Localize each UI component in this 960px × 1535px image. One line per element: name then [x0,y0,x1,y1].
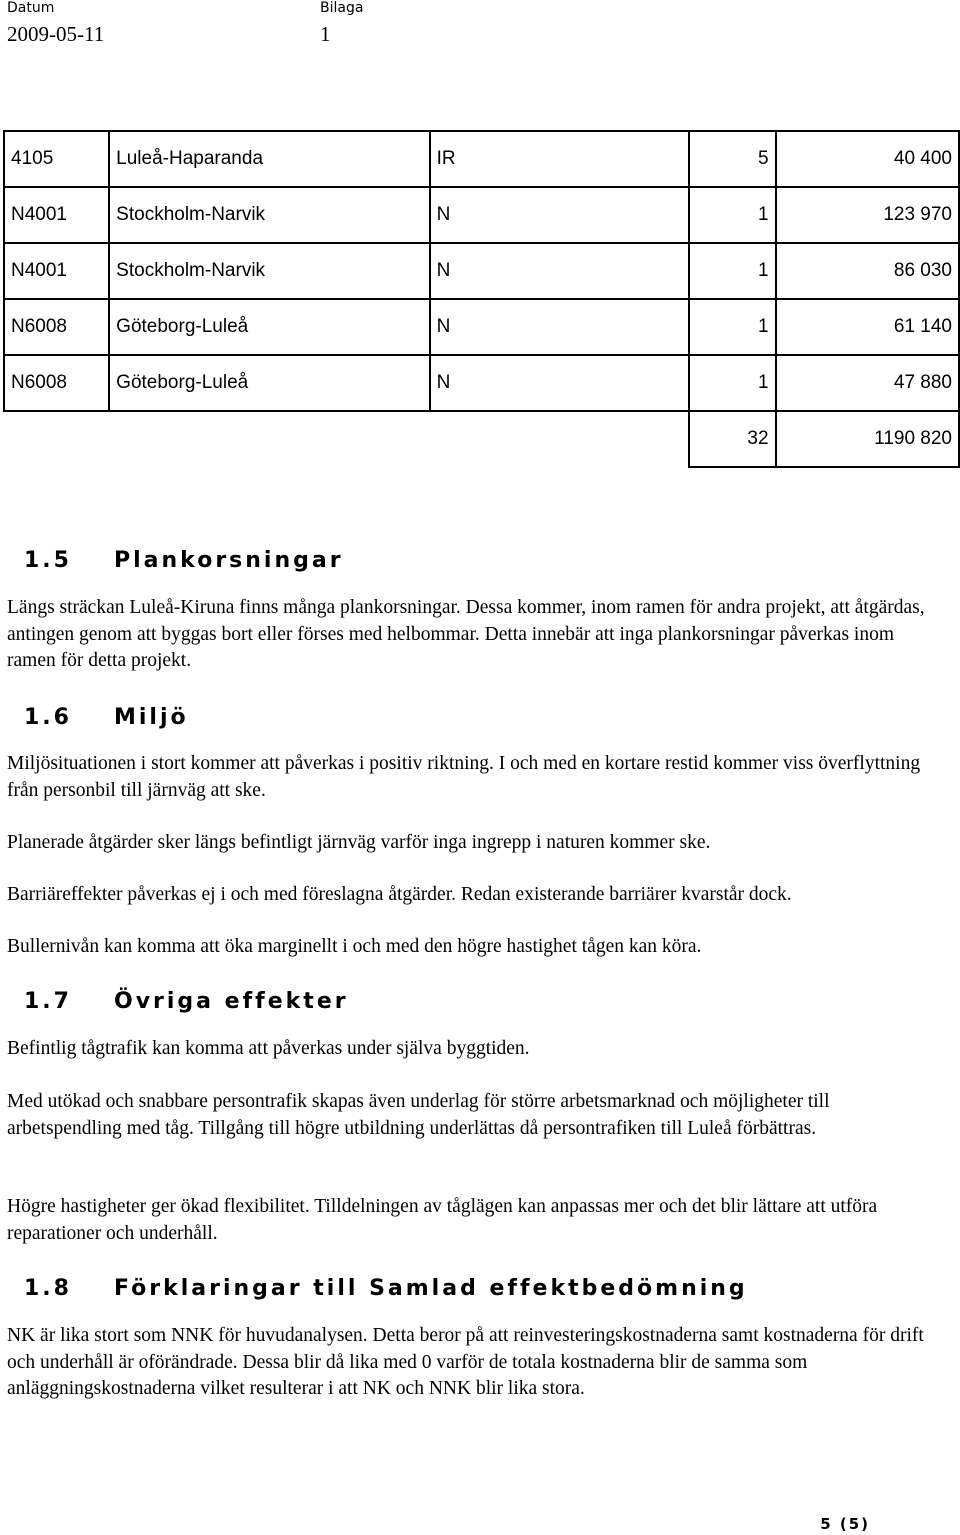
section-title: Plankorsningar [114,548,344,573]
paragraph: Barriäreffekter påverkas ej i och med föreslagna åtgärder. Redan existerande barriärer kvarstår dock. [7,884,792,905]
type-cell: N [430,243,689,299]
section-title: Övriga effekter [114,989,349,1014]
train-number-cell: N4001 [4,243,109,299]
type-cell: N [430,187,689,243]
bilaga-label: Bilaga [320,0,364,16]
table-total-row [4,411,959,467]
paragraph: Miljösituationen i stort kommer att påverkas i positiv riktning. I och med en kortare restid kommer viss överflyttning från personbil till järnväg att ske. [7,753,921,801]
paragraph: Bullernivån kan komma att öka marginellt i och med den högre hastighet tågen kan köra. [7,936,702,957]
paragraph: Planerade åtgärder sker längs befintligt järnväg varför inga ingrepp i naturen kommer ske. [7,832,711,853]
table-row [4,355,959,411]
section-heading [24,548,344,573]
total-value-cell: 1190 820 [776,411,959,467]
section-number: 1.7 [24,989,72,1014]
datum-label: Datum [7,0,55,16]
train-table [3,130,960,468]
route-cell: Stockholm-Narvik [109,187,429,243]
value-cell: 86 030 [776,243,959,299]
type-cell: IR [430,131,689,187]
count-cell: 5 [689,131,776,187]
train-number-cell: 4105 [4,131,109,187]
total-count-cell: 32 [689,411,776,467]
section-number: 1.8 [24,1276,72,1301]
section-title: Miljö [114,705,189,730]
count-cell: 1 [689,243,776,299]
section-heading [24,705,189,730]
value-cell: 61 140 [776,299,959,355]
paragraph: Med utökad och snabbare persontrafik skapas även underlag för större arbetsmarknad och möjligheter till arbetspendling med tåg. Tillgång till högre utbildning underlättas då persontrafiken till Luleå förbättras. [7,1091,830,1139]
value-cell: 47 880 [776,355,959,411]
type-cell: N [430,355,689,411]
table-row [4,187,959,243]
train-number-cell: N6008 [4,299,109,355]
section-number: 1.5 [24,548,72,573]
route-cell: Luleå-Haparanda [109,131,429,187]
section-heading [24,1276,748,1301]
bilaga-value: 1 [320,22,331,46]
section-number: 1.6 [24,705,72,730]
datum-value: 2009-05-11 [7,22,105,46]
paragraph: NK är lika stort som NNK för huvudanalysen. Detta beror på att reinvesteringskostnaderna samt kostnaderna för drift och underhåll är oförändrade. Dessa blir då lika med 0 varför de totala kostnaderna blir de samma som anläggningskostnaderna vilket resulterar i att NK och NNK blir lika stora. [7,1325,924,1399]
route-cell: Göteborg-Luleå [109,299,429,355]
value-cell: 40 400 [776,131,959,187]
table-row [4,299,959,355]
section-heading [24,989,349,1014]
count-cell: 1 [689,187,776,243]
train-number-cell: N6008 [4,355,109,411]
count-cell: 1 [689,355,776,411]
type-cell: N [430,299,689,355]
count-cell: 1 [689,299,776,355]
section-title: Förklaringar till Samlad effektbedömning [114,1276,748,1301]
paragraph: Längs sträckan Luleå-Kiruna finns många plankorsningar. Dessa kommer, inom ramen för andra projekt, att åtgärdas, antingen genom att byggas bort eller förses med helbommar. Detta innebär att inga plankorsningar påverkas inom ramen för detta projekt. [7,597,925,671]
paragraph: Befintlig tågtrafik kan komma att påverkas under själva byggtiden. [7,1038,530,1059]
table-row [4,131,959,187]
paragraph: Högre hastigheter ger ökad flexibilitet. Tilldelningen av tåglägen kan anpassas mer och det blir lättare att utföra reparationer och underhåll. [7,1196,878,1244]
train-number-cell: N4001 [4,187,109,243]
table-row [4,243,959,299]
route-cell: Stockholm-Narvik [109,243,429,299]
route-cell: Göteborg-Luleå [109,355,429,411]
value-cell: 123 970 [776,187,959,243]
page-number: 5 (5) [820,1515,870,1533]
